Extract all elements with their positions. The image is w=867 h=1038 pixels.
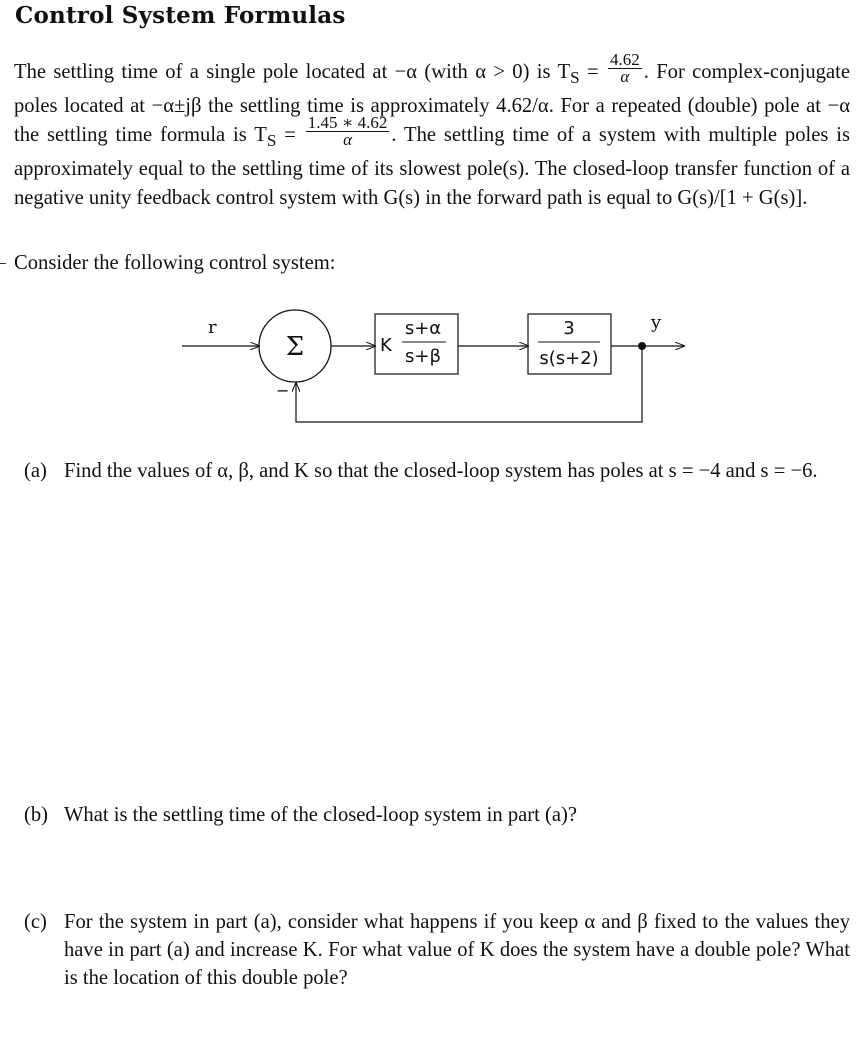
minus-sign: −: [276, 381, 290, 400]
plant-numerator: 3: [563, 318, 575, 339]
plant-denominator: s(s+2): [539, 348, 599, 369]
controller-denominator: s+β: [405, 346, 441, 367]
single-pole-numerator: 4.62: [609, 49, 640, 69]
question-b: [24, 801, 850, 829]
settling-time-subscript-2: S: [266, 131, 277, 151]
gain-label: K: [380, 335, 392, 356]
double-pole-denominator: α: [343, 129, 353, 149]
block-diagram: [0, 300, 867, 440]
intro-text-1: The settling time of a single pole located at −α (with α > 0) is T: [14, 61, 571, 83]
summer-symbol: Σ: [285, 332, 305, 362]
intro-text-3: . The settling time of a system with multiple poles is approximately equal to the settling time of its slowest pole(s). The closed-loop transfer function of a negative unity feedback control system with G(s) in the forward path is equal to G(s)/[1 + G(s)].: [14, 124, 850, 210]
question-a-label: (a): [24, 460, 47, 482]
single-pole-denominator: α: [620, 66, 630, 86]
intro-paragraph: [14, 49, 850, 213]
question-b-label: (b): [24, 804, 49, 826]
intro-text-2: . For complex-conjugate poles located at −α±jβ the settling time is approximately 4.62/α. For a repeated (double) pole at −α the settling time formula is T: [14, 61, 850, 147]
single-pole-fraction: [608, 49, 642, 86]
input-label: r: [208, 317, 217, 338]
double-pole-numerator: 1.45 ∗ 4.62: [307, 112, 388, 132]
page-title: Control System Formulas: [15, 2, 346, 29]
output-label: y: [651, 312, 662, 333]
margin-dash: [0, 263, 6, 264]
question-a: [24, 457, 850, 485]
question-c: [24, 908, 850, 992]
double-pole-fraction: [306, 112, 390, 149]
question-c-text: For the system in part (a), consider what happens if you keep α and β fixed to the values they have in part (a) and increase K. For what value of K does the system have a double pole? What is the location of this double pole?: [64, 911, 850, 989]
consider-text: Consider the following control system:: [14, 252, 336, 274]
question-c-label: (c): [24, 911, 47, 933]
settling-time-subscript-1: S: [570, 68, 580, 88]
equals-1: =: [579, 61, 606, 83]
controller-numerator: s+α: [404, 318, 442, 339]
equals-2: =: [276, 124, 304, 147]
question-a-text: Find the values of α, β, and K so that the closed-loop system has poles at s = −4 and s = −6.: [64, 460, 818, 482]
question-b-text: What is the settling time of the closed-loop system in part (a)?: [64, 804, 577, 826]
